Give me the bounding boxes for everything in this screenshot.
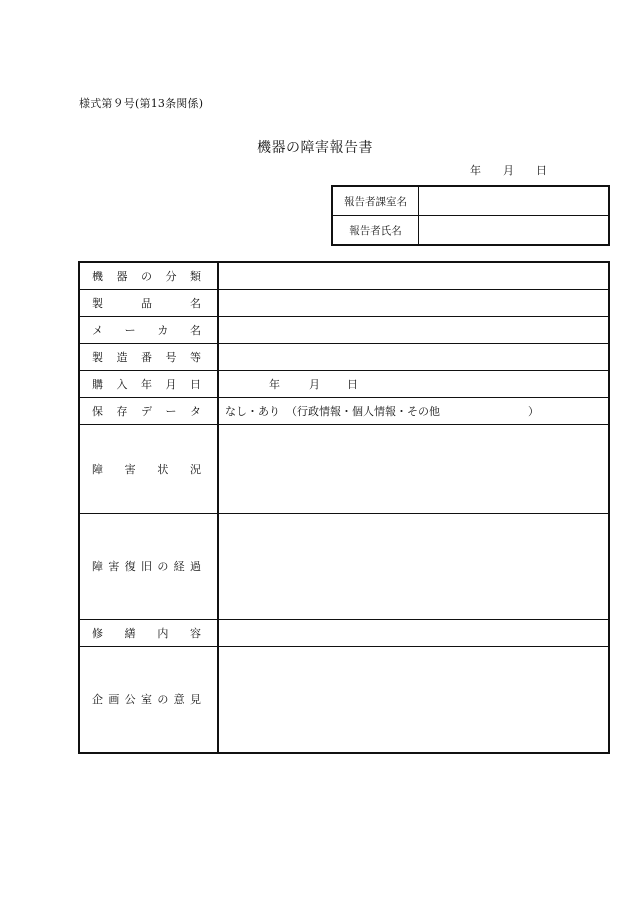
label-char: 繕 — [124, 626, 136, 640]
label-char: 経 — [173, 560, 185, 573]
product-name-field[interactable] — [218, 289, 609, 316]
label-char: 内 — [157, 626, 169, 640]
row-planning-office-opinion — [79, 646, 609, 753]
row-maker-name — [79, 316, 609, 343]
label-char: 公 — [124, 693, 136, 707]
row-recovery-progress — [79, 513, 609, 619]
form-number: 様式第９号(第13条関係) — [79, 97, 204, 110]
label-char: 名 — [189, 323, 201, 337]
row-serial-number — [79, 343, 609, 370]
reporter-table — [331, 185, 610, 246]
planning-office-opinion-label — [79, 646, 218, 753]
label-char: 企 — [92, 693, 103, 707]
close-paren: ） — [528, 404, 539, 418]
purchase-month-label: 月 — [309, 377, 320, 391]
label-char: 障 — [92, 462, 103, 476]
label-char: 品 — [141, 296, 152, 310]
label-char: 容 — [189, 626, 201, 640]
label-char: 見 — [189, 693, 201, 707]
label-char: の — [141, 269, 152, 283]
device-category-label — [79, 262, 218, 289]
purchase-day-label: 日 — [347, 377, 358, 391]
label-char: 入 — [116, 377, 128, 391]
label-char: 況 — [189, 462, 201, 476]
reporter-dept-field[interactable] — [419, 186, 610, 216]
product-name-label — [79, 289, 218, 316]
label-char: 名 — [190, 296, 201, 310]
reporter-name-row — [332, 216, 609, 246]
label-char: 害 — [124, 462, 136, 476]
stored-data-label — [79, 397, 218, 424]
device-category-field[interactable] — [218, 262, 609, 289]
label-char: カ — [157, 323, 169, 337]
label-char: ー — [124, 323, 136, 337]
label-char: メ — [92, 323, 103, 337]
stored-data-details: 行政情報・個人情報・その他 — [297, 404, 440, 418]
stored-data-field[interactable] — [218, 397, 609, 424]
repair-details-label — [79, 619, 218, 646]
planning-office-opinion-field[interactable] — [218, 646, 609, 753]
label-char: 機 — [92, 269, 103, 283]
label-char: 等 — [190, 350, 201, 364]
label-char: 保 — [92, 404, 103, 418]
label-char: 造 — [116, 350, 128, 364]
date-month-label: 月 — [503, 164, 514, 177]
label-char: 修 — [92, 626, 103, 640]
purchase-year-label: 年 — [269, 377, 280, 391]
label-char: 購 — [92, 377, 103, 391]
label-char: 月 — [165, 377, 177, 391]
label-char: 類 — [190, 269, 201, 283]
label-char: 番 — [141, 350, 152, 364]
reporter-dept-row — [332, 186, 609, 216]
label-char: デ — [141, 404, 152, 418]
label-char: 状 — [157, 462, 169, 476]
label-char: 障 — [92, 560, 103, 573]
open-paren: （ — [286, 404, 297, 418]
stored-data-options: なし・あり — [225, 404, 280, 418]
purchase-date-field[interactable] — [218, 370, 609, 397]
row-repair-details — [79, 619, 609, 646]
reporter-name-label: 報告者氏名 — [332, 216, 419, 246]
label-char: ー — [165, 404, 177, 418]
recovery-progress-label — [79, 513, 218, 619]
label-char: 製 — [92, 350, 103, 364]
label-char: タ — [190, 404, 201, 418]
date-day-label: 日 — [536, 164, 547, 177]
label-char: の — [157, 693, 169, 707]
reporter-name-field[interactable] — [419, 216, 610, 246]
failure-status-field[interactable] — [218, 424, 609, 513]
label-char: 製 — [92, 296, 103, 310]
maker-name-label — [79, 316, 218, 343]
label-char: 器 — [116, 269, 128, 283]
report-date — [470, 162, 550, 178]
label-char: 分 — [165, 269, 177, 283]
label-char: 存 — [116, 404, 128, 418]
label-char: 過 — [189, 560, 201, 573]
document-title: 機器の障害報告書 — [257, 140, 373, 156]
row-product-name — [79, 289, 609, 316]
label-char: 日 — [190, 377, 201, 391]
label-char: の — [157, 560, 169, 573]
repair-details-field[interactable] — [218, 619, 609, 646]
row-stored-data — [79, 397, 609, 424]
purchase-date-label — [79, 370, 218, 397]
recovery-progress-field[interactable] — [218, 513, 609, 619]
row-failure-status — [79, 424, 609, 513]
label-char: 号 — [165, 350, 177, 364]
date-year-label: 年 — [470, 164, 481, 177]
report-table — [78, 261, 610, 754]
reporter-dept-label: 報告者課室名 — [332, 186, 419, 216]
label-char: 旧 — [140, 560, 152, 573]
serial-number-label — [79, 343, 218, 370]
row-device-category — [79, 262, 609, 289]
row-purchase-date — [79, 370, 609, 397]
serial-number-field[interactable] — [218, 343, 609, 370]
label-char: 年 — [141, 377, 152, 391]
label-char: 画 — [108, 693, 120, 707]
label-char: 室 — [140, 693, 152, 707]
label-char: 意 — [173, 693, 185, 707]
label-char: 復 — [124, 560, 136, 573]
label-char: 害 — [108, 560, 120, 573]
maker-name-field[interactable] — [218, 316, 609, 343]
failure-status-label — [79, 424, 218, 513]
